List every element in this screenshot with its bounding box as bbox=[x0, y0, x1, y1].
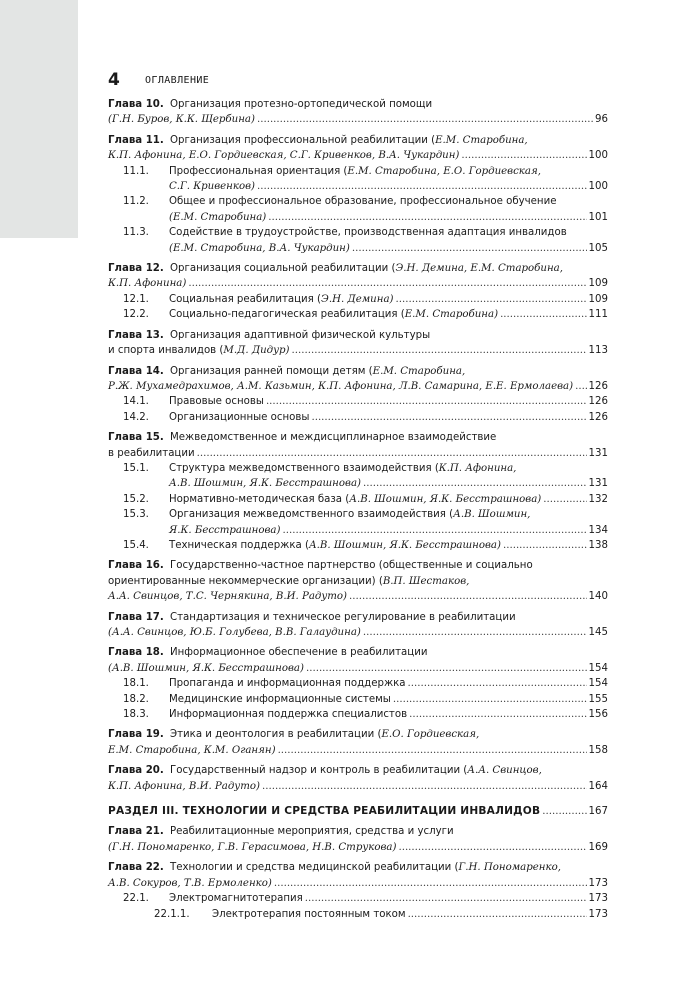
title-text: Информационная поддержка специалистов bbox=[169, 709, 408, 721]
title-text: Организация ранней помощи детям ( bbox=[170, 365, 373, 377]
toc-line bbox=[108, 276, 608, 291]
toc-entry[interactable] bbox=[108, 707, 608, 722]
toc-number: 15.1. bbox=[123, 462, 149, 474]
page-ref: 173 bbox=[588, 877, 608, 889]
dot-leader bbox=[188, 276, 586, 291]
toc-entry[interactable] bbox=[108, 824, 608, 855]
toc-entry[interactable] bbox=[108, 292, 608, 307]
toc-number: Глава 14. bbox=[108, 365, 164, 377]
toc-entry[interactable] bbox=[108, 676, 608, 691]
dot-leader bbox=[396, 292, 587, 307]
authors: (Е.М. Старобина, В.А. Чукардин) bbox=[169, 242, 350, 254]
toc-line bbox=[108, 574, 608, 589]
toc-line bbox=[108, 727, 608, 742]
authors: (Г.Н. Пономаренко, Г.В. Герасимова, Н.В. Струкова) bbox=[108, 841, 397, 853]
toc-number: 14.2. bbox=[123, 411, 149, 423]
toc-line bbox=[108, 394, 608, 409]
page-ref: 132 bbox=[588, 493, 608, 505]
toc-line bbox=[108, 292, 608, 307]
toc-title bbox=[108, 112, 255, 127]
toc-line bbox=[108, 328, 608, 343]
page-ref: 113 bbox=[588, 345, 608, 357]
toc-number: 22.1.1. bbox=[154, 908, 190, 920]
toc-entry[interactable] bbox=[108, 97, 608, 128]
dot-leader bbox=[349, 589, 587, 604]
toc-line bbox=[108, 891, 608, 906]
toc-title bbox=[108, 876, 272, 891]
toc-title bbox=[108, 343, 290, 358]
page-ref: 154 bbox=[588, 662, 608, 674]
title-text: и спорта инвалидов ( bbox=[108, 345, 224, 357]
page-ref: 173 bbox=[588, 908, 608, 920]
toc-number: 14.1. bbox=[123, 396, 149, 408]
toc-title bbox=[170, 328, 430, 343]
title-text: Содействие в трудоустройстве, производственная адаптация инвалидов bbox=[169, 227, 567, 239]
toc-entry[interactable] bbox=[108, 692, 608, 707]
toc-line bbox=[108, 307, 608, 322]
toc-line bbox=[108, 523, 608, 538]
toc-line bbox=[108, 779, 608, 794]
page-ref: 145 bbox=[588, 627, 608, 638]
authors: С.Г. Кривенков) bbox=[169, 181, 256, 193]
toc-line bbox=[108, 446, 608, 461]
toc-title bbox=[170, 860, 561, 875]
toc-number: Глава 20. bbox=[108, 765, 164, 777]
authors: (А.А. Свинцов, Ю.Б. Голубева, В.В. Галаудина) bbox=[108, 627, 361, 638]
authors: М.Д. Дидур) bbox=[223, 345, 290, 357]
authors: Э.Н. Демина) bbox=[321, 293, 394, 305]
toc-entry[interactable] bbox=[108, 763, 608, 794]
toc-line bbox=[108, 261, 608, 276]
toc-title bbox=[169, 194, 556, 209]
toc-line bbox=[108, 876, 608, 891]
toc-line bbox=[108, 461, 608, 476]
toc-number: 15.2. bbox=[123, 493, 149, 505]
toc-line bbox=[108, 558, 608, 573]
toc-line bbox=[108, 645, 608, 660]
authors: (Е.М. Старобина) bbox=[169, 211, 267, 223]
toc-line bbox=[108, 148, 608, 163]
title-text: Организация профессиональной реабилитации ( bbox=[170, 134, 436, 146]
dot-leader bbox=[262, 779, 587, 794]
page-ref: 173 bbox=[588, 893, 608, 905]
toc-number: Глава 10. bbox=[108, 99, 164, 110]
toc-line bbox=[108, 661, 608, 676]
toc-line bbox=[108, 112, 608, 127]
toc-entry[interactable] bbox=[108, 907, 608, 922]
dot-leader bbox=[197, 446, 587, 461]
toc-title bbox=[169, 410, 309, 425]
page-ref: 134 bbox=[588, 524, 608, 536]
toc-entry[interactable] bbox=[108, 194, 608, 225]
toc-number: Глава 13. bbox=[108, 329, 164, 341]
dot-leader bbox=[352, 241, 587, 256]
dot-leader bbox=[398, 840, 586, 855]
title-text: Организационные основы bbox=[169, 411, 310, 423]
toc-entry[interactable] bbox=[108, 558, 608, 604]
toc-title bbox=[170, 645, 427, 660]
toc-entry[interactable] bbox=[108, 430, 608, 461]
toc-title bbox=[169, 507, 530, 522]
toc-entry[interactable] bbox=[108, 461, 608, 492]
toc-title bbox=[169, 394, 264, 409]
authors: Е.М. Старобина, bbox=[435, 134, 528, 146]
toc-entry[interactable] bbox=[108, 133, 608, 164]
toc-entry[interactable] bbox=[108, 364, 608, 395]
toc-title bbox=[169, 461, 516, 476]
title-text: Нормативно-методическая база ( bbox=[169, 493, 350, 505]
dot-leader bbox=[393, 692, 587, 707]
toc-title bbox=[108, 661, 304, 676]
toc-title bbox=[169, 241, 350, 256]
toc-entry[interactable] bbox=[108, 891, 608, 906]
toc-entry[interactable] bbox=[108, 645, 608, 676]
toc-line bbox=[108, 692, 608, 707]
title-text: Реабилитационные мероприятия, средства и услуги bbox=[170, 826, 454, 838]
toc-number: 12.1. bbox=[123, 293, 149, 305]
dot-leader bbox=[268, 210, 586, 225]
toc-line bbox=[108, 343, 608, 358]
page-ref: 164 bbox=[588, 780, 608, 792]
toc-line bbox=[108, 179, 608, 194]
toc-number: 11.3. bbox=[123, 227, 149, 239]
title-text: Профессиональная ориентация ( bbox=[169, 165, 348, 177]
toc-line bbox=[108, 625, 608, 640]
page-ref: 100 bbox=[588, 181, 608, 193]
toc-title bbox=[170, 610, 516, 625]
toc-title bbox=[170, 824, 454, 839]
toc-line bbox=[108, 763, 608, 778]
toc-line bbox=[108, 840, 608, 855]
toc-line bbox=[108, 907, 608, 922]
page-ref: 105 bbox=[588, 242, 608, 254]
toc-title bbox=[170, 364, 465, 379]
title-text: ориентированные некоммерческие организации) ( bbox=[108, 575, 383, 587]
toc-entry[interactable] bbox=[108, 610, 608, 641]
toc-number: Глава 11. bbox=[108, 134, 164, 146]
toc-line bbox=[108, 824, 608, 839]
dot-leader bbox=[305, 891, 587, 906]
toc-title bbox=[108, 625, 361, 640]
toc-title bbox=[169, 891, 303, 906]
toc-line bbox=[108, 676, 608, 691]
toc-number: 15.3. bbox=[123, 509, 149, 521]
toc-line bbox=[108, 804, 608, 819]
toc-entry[interactable] bbox=[108, 507, 608, 538]
toc-title bbox=[108, 779, 260, 794]
authors: Я.К. Бесстрашнова) bbox=[169, 524, 281, 536]
toc-number: 18.3. bbox=[123, 709, 149, 721]
toc-line bbox=[108, 210, 608, 225]
dot-leader bbox=[257, 112, 593, 127]
page-ref: 109 bbox=[588, 293, 608, 305]
authors: А.А. Свинцов, bbox=[467, 765, 542, 777]
authors: К.П. Афонина, В.И. Радуто) bbox=[108, 780, 260, 792]
section-title: РАЗДЕЛ III. ТЕХНОЛОГИИ И СРЕДСТВА РЕАБИЛИТАЦИИ ИНВАЛИДОВ bbox=[108, 805, 541, 818]
toc-title bbox=[108, 589, 347, 604]
page-ref: 155 bbox=[588, 693, 608, 705]
page-ref: 101 bbox=[588, 211, 608, 223]
toc-title bbox=[169, 707, 407, 722]
page-ref: 131 bbox=[588, 478, 608, 490]
toc-number: Глава 18. bbox=[108, 647, 164, 659]
running-title: ОГЛАВЛЕНИЕ bbox=[145, 75, 210, 86]
dot-leader bbox=[542, 804, 586, 819]
toc-line bbox=[108, 133, 608, 148]
toc-number: 18.2. bbox=[123, 693, 149, 705]
toc-entry[interactable] bbox=[108, 225, 608, 256]
toc-number: Глава 12. bbox=[108, 263, 164, 275]
page-ref: 158 bbox=[588, 744, 608, 756]
toc-line bbox=[108, 410, 608, 425]
page-ref: 100 bbox=[588, 150, 608, 162]
toc-title bbox=[169, 210, 266, 225]
dot-leader bbox=[311, 410, 586, 425]
dot-leader bbox=[408, 907, 587, 922]
toc-entry[interactable] bbox=[108, 492, 608, 507]
title-text: Социальная реабилитация ( bbox=[169, 293, 322, 305]
toc-line bbox=[108, 430, 608, 445]
page-ref: 126 bbox=[588, 411, 608, 423]
dot-leader bbox=[363, 625, 587, 640]
page-ref: 169 bbox=[588, 841, 608, 853]
page-ref: 138 bbox=[588, 539, 608, 551]
authors: А.В. Шошмин, bbox=[453, 509, 531, 521]
dot-leader bbox=[266, 394, 587, 409]
toc-title bbox=[169, 179, 255, 194]
dot-leader bbox=[500, 307, 586, 322]
authors: Е.М. Старобина) bbox=[404, 309, 499, 321]
page-ref: 126 bbox=[588, 396, 608, 408]
title-text: Государственный надзор и контроль в реабилитации ( bbox=[170, 765, 468, 777]
toc-title bbox=[108, 446, 195, 461]
toc-title bbox=[169, 307, 498, 322]
toc-entry[interactable] bbox=[108, 804, 608, 819]
toc-line bbox=[108, 97, 608, 112]
toc-title bbox=[169, 692, 391, 707]
dot-leader bbox=[575, 379, 586, 394]
toc-number: 22.1. bbox=[123, 893, 149, 905]
toc-number: 15.4. bbox=[123, 539, 149, 551]
title-text: Электротерапия постоянным током bbox=[212, 908, 406, 920]
toc-title bbox=[108, 379, 573, 394]
toc-line bbox=[108, 507, 608, 522]
authors: Е.М. Старобина, bbox=[372, 365, 466, 377]
toc-title bbox=[212, 907, 406, 922]
page-ref: 126 bbox=[588, 380, 608, 392]
page-ref: 154 bbox=[588, 678, 608, 690]
authors: Е.М. Старобина, К.М. Оганян) bbox=[108, 744, 276, 756]
toc-title bbox=[108, 148, 459, 163]
toc-number: Глава 17. bbox=[108, 611, 164, 623]
title-text: Организация протезно-ортопедической помощи bbox=[170, 99, 433, 110]
authors: Г.Н. Пономаренко, bbox=[458, 862, 561, 874]
toc-title bbox=[169, 676, 406, 691]
toc-title bbox=[108, 276, 186, 291]
toc-number: Глава 16. bbox=[108, 560, 164, 572]
toc-entry[interactable] bbox=[108, 860, 608, 891]
toc-title bbox=[108, 574, 469, 589]
toc-line bbox=[108, 379, 608, 394]
dot-leader bbox=[257, 179, 587, 194]
toc-line bbox=[108, 194, 608, 209]
authors: А.В. Шошмин, Я.К. Бесстрашнова) bbox=[349, 493, 542, 505]
authors: К.П. Афонина, bbox=[438, 462, 517, 474]
toc-title bbox=[170, 763, 542, 778]
toc-number: Глава 15. bbox=[108, 432, 164, 444]
title-text: в реабилитации bbox=[108, 447, 195, 459]
authors: К.П. Афонина, Е.О. Гордиевская, С.Г. Кривенков, В.А. Чукардин) bbox=[108, 150, 460, 162]
dot-leader bbox=[274, 876, 587, 891]
toc-title bbox=[169, 538, 501, 553]
authors: А.А. Свинцов, Т.С. Чернякина, В.И. Радуто) bbox=[108, 591, 348, 603]
dot-leader bbox=[363, 476, 587, 491]
authors: (Г.Н. Буров, К.К. Щербина) bbox=[108, 114, 255, 126]
toc-number: Глава 22. bbox=[108, 862, 164, 874]
authors: К.П. Афонина) bbox=[108, 278, 187, 290]
dot-leader bbox=[543, 492, 586, 507]
title-text: Организация адаптивной физической культуры bbox=[170, 329, 431, 341]
title-text: Организация межведомственного взаимодействия ( bbox=[169, 509, 454, 521]
page-ref: 167 bbox=[588, 806, 608, 818]
dot-leader bbox=[408, 676, 587, 691]
authors: Е.М. Старобина, Е.О. Гордиевская, bbox=[347, 165, 541, 177]
dot-leader bbox=[282, 523, 586, 538]
page-ref: 109 bbox=[588, 278, 608, 290]
title-text: Социально-педагогическая реабилитация ( bbox=[169, 309, 405, 321]
toc-line bbox=[108, 364, 608, 379]
toc-title bbox=[170, 133, 528, 148]
title-text: Стандартизация и техническое регулирование в реабилитации bbox=[170, 611, 516, 623]
page-ref: 111 bbox=[588, 309, 608, 321]
authors: Р.Ж. Мухамедрахимов, А.М. Казьмин, К.П. Афонина, Л.В. Самарина, Е.Е. Ермолаева) bbox=[108, 380, 574, 392]
toc-number: 18.1. bbox=[123, 678, 149, 690]
toc-title bbox=[169, 225, 567, 240]
title-text: Этика и деонтология в реабилитации ( bbox=[170, 729, 382, 741]
toc-line bbox=[108, 589, 608, 604]
page-number: 4 bbox=[108, 70, 120, 90]
title-text: Общее и профессиональное образование, профессиональное обучение bbox=[169, 196, 557, 208]
page-ref: 140 bbox=[588, 591, 608, 603]
dot-leader bbox=[306, 661, 587, 676]
toc-entry[interactable] bbox=[108, 410, 608, 425]
toc-number: 11.2. bbox=[123, 196, 149, 208]
dot-leader bbox=[292, 343, 587, 358]
title-text: Организация социальной реабилитации ( bbox=[170, 263, 396, 275]
toc-line bbox=[108, 241, 608, 256]
toc-entry[interactable] bbox=[108, 394, 608, 409]
toc-title bbox=[169, 476, 361, 491]
toc-line bbox=[108, 707, 608, 722]
title-text: Информационное обеспечение в реабилитации bbox=[170, 647, 428, 659]
toc-number: 12.2. bbox=[123, 309, 149, 321]
toc-line bbox=[108, 476, 608, 491]
dot-leader bbox=[461, 148, 586, 163]
toc-entry[interactable] bbox=[108, 261, 608, 292]
title-text: Правовые основы bbox=[169, 396, 264, 408]
toc-line bbox=[108, 492, 608, 507]
toc-title bbox=[170, 430, 496, 445]
toc-line bbox=[108, 538, 608, 553]
dot-leader bbox=[409, 707, 586, 722]
title-text: Техническая поддержка ( bbox=[169, 539, 309, 551]
toc-number: Глава 19. bbox=[108, 729, 164, 741]
toc-line bbox=[108, 610, 608, 625]
toc-title bbox=[169, 492, 541, 507]
title-text: Электромагнитотерапия bbox=[169, 893, 303, 905]
authors: Э.Н. Демина, Е.М. Старобина, bbox=[395, 263, 563, 275]
page-ref: 156 bbox=[588, 709, 608, 721]
title-text: Структура межведомственного взаимодействия ( bbox=[169, 462, 439, 474]
authors: Е.О. Гордиевская, bbox=[381, 729, 480, 741]
title-text: Межведомственное и междисциплинарное взаимодействие bbox=[170, 432, 497, 444]
authors: А.В. Шошмин, Я.К. Бесстрашнова) bbox=[308, 539, 501, 551]
toc-entry[interactable] bbox=[108, 307, 608, 322]
toc-title bbox=[170, 727, 479, 742]
margin-strip bbox=[0, 0, 78, 238]
toc-entry[interactable] bbox=[108, 727, 608, 758]
toc-title bbox=[108, 743, 276, 758]
toc-line bbox=[108, 743, 608, 758]
page-ref: 96 bbox=[595, 114, 608, 126]
toc-entry[interactable] bbox=[108, 164, 608, 195]
toc-number: 11.1. bbox=[123, 165, 149, 177]
toc-number: Глава 21. bbox=[108, 826, 164, 838]
title-text: Пропаганда и информационная поддержка bbox=[169, 678, 406, 690]
title-text: Технологии и средства медицинской реабилитации ( bbox=[170, 862, 459, 874]
title-text: Медицинские информационные системы bbox=[169, 693, 391, 705]
authors: А.В. Сокуров, Т.В. Ермоленко) bbox=[108, 877, 272, 889]
dot-leader bbox=[503, 538, 587, 553]
toc-title bbox=[169, 292, 394, 307]
authors: В.П. Шестаков, bbox=[382, 575, 470, 587]
toc-title bbox=[170, 558, 533, 573]
toc-title bbox=[170, 261, 563, 276]
toc-entry[interactable] bbox=[108, 538, 608, 553]
authors: А.В. Шошмин, Я.К. Бесстрашнова) bbox=[169, 478, 362, 490]
table-of-contents bbox=[108, 97, 608, 922]
title-text: Государственно-частное партнерство (общественные и социально bbox=[170, 560, 533, 572]
toc-line bbox=[108, 225, 608, 240]
page-ref: 131 bbox=[588, 447, 608, 459]
toc-title bbox=[108, 840, 396, 855]
dot-leader bbox=[278, 743, 587, 758]
toc-title bbox=[170, 97, 432, 112]
toc-line bbox=[108, 164, 608, 179]
toc-line bbox=[108, 860, 608, 875]
toc-title bbox=[169, 164, 541, 179]
authors: (А.В. Шошмин, Я.К. Бесстрашнова) bbox=[108, 662, 304, 674]
toc-entry[interactable] bbox=[108, 328, 608, 359]
toc-title bbox=[169, 523, 280, 538]
